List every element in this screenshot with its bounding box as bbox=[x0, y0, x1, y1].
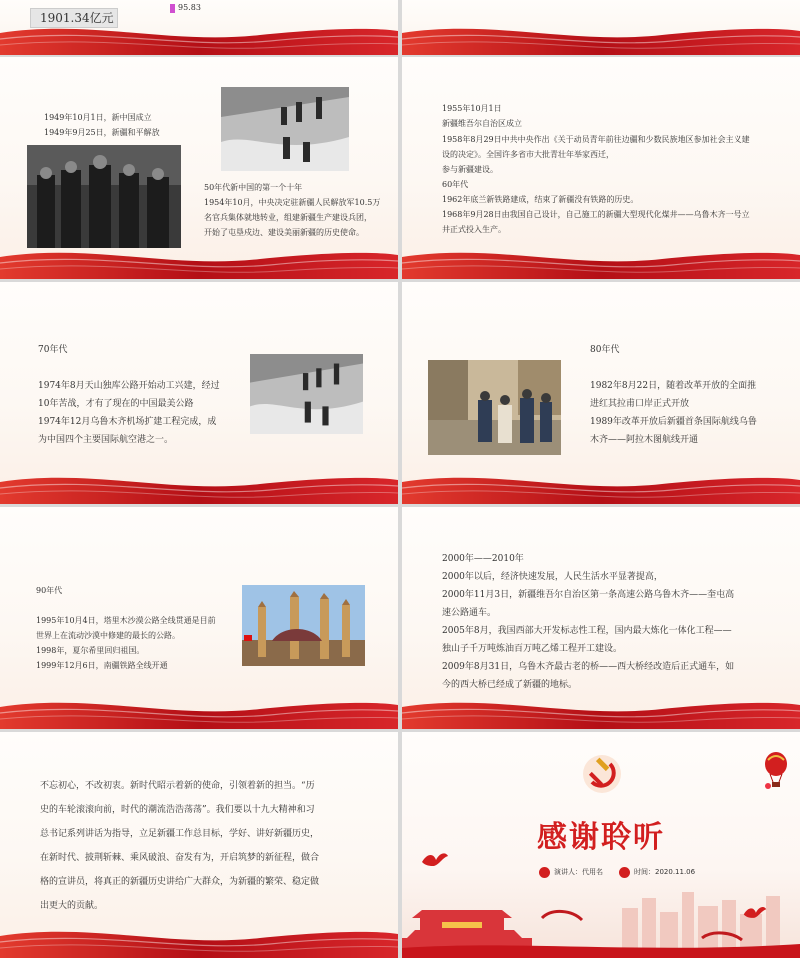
text-line: 2000年以后，经济快速发展，人民生活水平显著提高， bbox=[442, 572, 663, 582]
thanks-title: 感谢聆听 bbox=[537, 820, 665, 855]
body-line: 10年苦战，才有了现在的中国最美公路 bbox=[38, 399, 194, 409]
slide-1 bbox=[0, 0, 398, 55]
text-line: 格的宣讲员，将真正的新疆历史讲给广大群众，为新疆的繁荣、稳定做 bbox=[40, 877, 320, 887]
hot-air-balloon-icon bbox=[762, 752, 790, 792]
user-icon bbox=[539, 867, 550, 878]
ribbon-decoration bbox=[402, 689, 800, 729]
body-line: 1989年改革开放后新疆首条国际航线乌鲁 bbox=[590, 417, 757, 427]
dove-decoration bbox=[420, 848, 450, 868]
street-scene-photo bbox=[428, 360, 561, 455]
text-line: 新疆维吾尔自治区成立 bbox=[442, 119, 522, 128]
section-heading: 80年代 bbox=[590, 345, 620, 355]
body-line: 1998年，夏尔希里回归祖国。 bbox=[36, 646, 145, 655]
ribbon-decoration bbox=[0, 689, 398, 729]
text-line: 2000年——2010年 bbox=[442, 554, 524, 564]
value-marker bbox=[170, 4, 175, 13]
big-value: 1901.34亿元 bbox=[40, 11, 114, 25]
body-line: 1995年10月4日，塔里木沙漠公路全线贯通是目前 bbox=[36, 616, 216, 625]
text-line: 1968年9月28日由我国自己设计，自己施工的新疆大型现代化煤井——乌鲁木齐一号立 bbox=[442, 210, 750, 219]
section-heading: 50年代新中国的第一个十年 bbox=[204, 183, 303, 192]
body-line: 开始了屯垦戍边、建设美丽新疆的历史使命。 bbox=[204, 228, 364, 237]
text-line: 不忘初心，不改初衷。新时代昭示着新的使命，引领着新的担当。“历 bbox=[40, 781, 315, 791]
small-value: 95.83 bbox=[178, 3, 201, 12]
clock-icon bbox=[619, 867, 630, 878]
body-line: 木齐——阿拉木图航线开通 bbox=[590, 435, 699, 445]
text-line: 今的西大桥已经成了新疆的地标。 bbox=[442, 680, 578, 690]
speaker-label: 演讲人：代用名 bbox=[554, 868, 603, 876]
body-line: 1974年12月乌鲁木齐机场扩建工程完成，成 bbox=[38, 417, 217, 427]
ribbon-decoration bbox=[402, 464, 800, 504]
slide-conclusion bbox=[0, 732, 398, 958]
text-line: 井正式投入生产。 bbox=[442, 225, 506, 234]
founding-ceremony-photo bbox=[27, 145, 181, 248]
ribbon-decoration bbox=[0, 15, 398, 55]
text-line: 1958年8月29日中共中央作出《关于动员青年前往边疆和少数民族地区参加社会主义建 bbox=[442, 135, 750, 144]
body-line: 1974年8月天山独库公路开始动工兴建，经过 bbox=[38, 381, 220, 391]
event-1949-10: 1949年10月1日，新中国成立 bbox=[44, 113, 152, 122]
text-line: 史的车轮滚滚向前，时代的潮流浩浩荡荡”。我们要以十九大精神和习 bbox=[40, 805, 315, 815]
ribbon-decoration bbox=[402, 239, 800, 279]
section-heading: 70年代 bbox=[38, 345, 68, 355]
text-line: 2009年8月31日，乌鲁木齐最古老的桥——西大桥经改造后正式通车，如 bbox=[442, 662, 735, 672]
slide-1950s bbox=[0, 57, 398, 279]
ribbon-decoration bbox=[0, 464, 398, 504]
text-line: 参与新疆建设。 bbox=[442, 165, 498, 174]
farming-photo bbox=[250, 354, 363, 434]
text-line: 独山子千万吨炼油百万吨乙烯工程开工建设。 bbox=[442, 644, 623, 654]
slide-1990s bbox=[0, 507, 398, 729]
mosque-photo bbox=[242, 585, 365, 666]
text-line: 2000年11月3日，新疆维吾尔自治区第一条高速公路乌鲁木齐——奎屯高 bbox=[442, 590, 735, 600]
text-line: 总书记系列讲话为指导，立足新疆工作总目标，学好、讲好新疆历史， bbox=[40, 829, 320, 839]
section-heading: 90年代 bbox=[36, 586, 63, 595]
body-line: 为中国四个主要国际航空港之一。 bbox=[38, 435, 174, 445]
body-line: 1982年8月22日，随着改革开放的全面推 bbox=[590, 381, 757, 391]
text-line: 在新时代、披荆斩棘、乘风破浪、奋发有为，开启筑梦的新征程，做合 bbox=[40, 853, 320, 863]
ribbon-decoration bbox=[0, 239, 398, 279]
slide-2000s bbox=[402, 507, 800, 729]
text-line: 2005年8月，我国西部大开发标志性工程，国内最大炼化一体化工程—— bbox=[442, 626, 732, 636]
text-line: 1955年10月1日 bbox=[442, 104, 502, 113]
body-line: 世界上在流动沙漠中修建的最长的公路。 bbox=[36, 631, 180, 640]
slide-1960s bbox=[402, 57, 800, 279]
slide-1980s bbox=[402, 282, 800, 504]
text-line: 1962年底兰新铁路建成，结束了新疆没有铁路的历史。 bbox=[442, 195, 639, 204]
body-line: 1954年10月，中央决定驻新疆人民解放军10.5万 bbox=[204, 198, 381, 207]
farming-photo bbox=[221, 87, 349, 171]
body-line: 进红其拉甫口岸正式开放 bbox=[590, 399, 690, 409]
event-1949-09: 1949年9月25日，新疆和平解放 bbox=[44, 128, 160, 137]
text-line: 速公路通车。 bbox=[442, 608, 497, 618]
ribbon-decoration bbox=[0, 918, 398, 958]
text-line: 出更大的贡献。 bbox=[40, 901, 104, 911]
time-label: 时间：2020.11.06 bbox=[634, 868, 696, 876]
slide-thanks bbox=[402, 732, 800, 958]
body-line: 名官兵集体就地转业，组建新疆生产建设兵团， bbox=[204, 213, 372, 222]
hammer-sickle-icon bbox=[582, 754, 622, 794]
ribbon-decoration bbox=[402, 15, 800, 55]
text-line: 设的决定》。全国许多省市大批青壮年举家西迁， bbox=[442, 150, 614, 159]
slide-1b bbox=[402, 0, 800, 55]
text-line: 60年代 bbox=[442, 180, 469, 189]
slide-1970s bbox=[0, 282, 398, 504]
body-line: 1999年12月6日，南疆铁路全线开通 bbox=[36, 661, 168, 670]
dove-decoration bbox=[742, 902, 768, 920]
city-skyline-illustration bbox=[402, 878, 800, 958]
